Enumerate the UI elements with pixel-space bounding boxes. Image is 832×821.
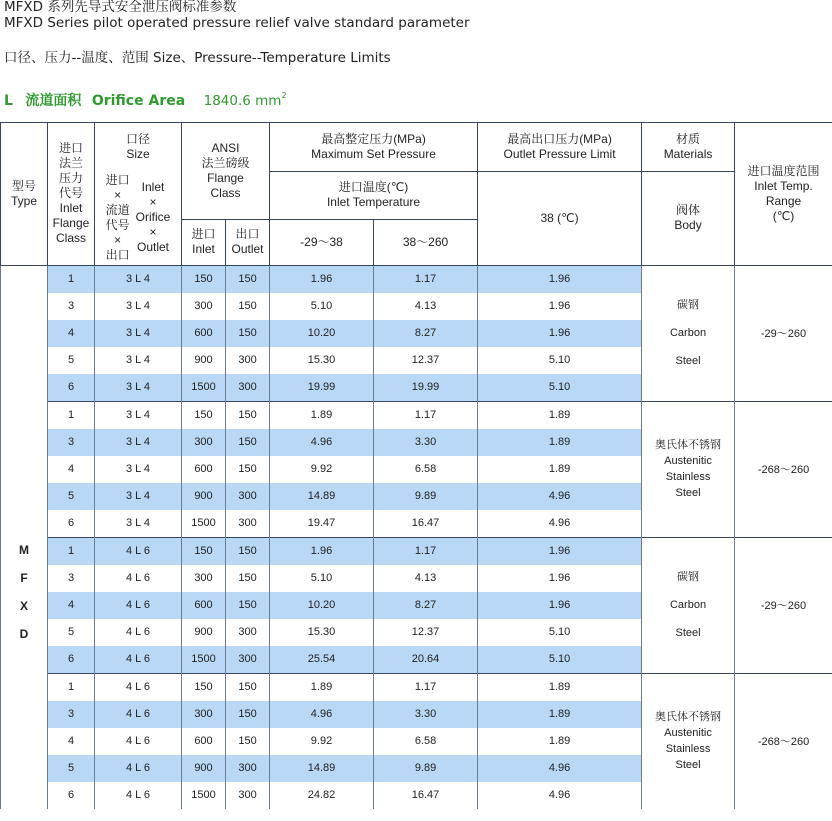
cell-p2: 8.27: [374, 320, 478, 347]
cell-p2: 1.17: [374, 673, 478, 701]
cell-p2: 19.99: [374, 374, 478, 402]
col-size-detail: 进口 × 流道 代号 × 出口 Inlet × Orifice × Outlet: [95, 171, 182, 265]
cell-size: 4 L 6: [95, 592, 182, 619]
doc-title-en: MFXD Series pilot operated pressure relief valve standard parameter: [4, 15, 470, 31]
orifice-area-line: [4, 90, 287, 110]
cell-cls: 6: [48, 374, 95, 402]
cell-op: 1.89: [478, 701, 642, 728]
cell-p1: 15.30: [270, 347, 374, 374]
model-letter: D: [19, 627, 29, 641]
cell-size: 4 L 6: [95, 646, 182, 674]
material-carbon-steel: 碳钢 Carbon Steel: [642, 265, 735, 401]
cell-in: 150: [182, 673, 226, 701]
cell-cls: 5: [48, 755, 95, 782]
cell-p1: 24.82: [270, 782, 374, 809]
cell-p2: 3.30: [374, 429, 478, 456]
cell-size: 3 L 4: [95, 510, 182, 538]
cell-cls: 1: [48, 265, 95, 293]
cell-cls: 1: [48, 537, 95, 565]
cell-out: 150: [226, 592, 270, 619]
cell-op: 1.96: [478, 265, 642, 293]
cell-p2: 16.47: [374, 510, 478, 538]
cell-out: 150: [226, 320, 270, 347]
cell-size: 3 L 4: [95, 320, 182, 347]
cell-p1: 9.92: [270, 728, 374, 755]
cell-out: 150: [226, 401, 270, 429]
orifice-label-en: Orifice Area: [91, 93, 186, 109]
cell-size: 3 L 4: [95, 483, 182, 510]
cell-p1: 1.96: [270, 537, 374, 565]
material-austenitic-stainless: 奥氏体不锈钢 Austenitic Stainless Steel: [642, 401, 735, 537]
inlet-temp-range-value: -29～260: [735, 537, 832, 673]
cell-out: 150: [226, 565, 270, 592]
cell-out: 300: [226, 510, 270, 538]
col-inlet-flange-class: 进口 法兰 压力 代号 Inlet Flange Class: [48, 123, 95, 266]
cell-in: 1500: [182, 510, 226, 538]
table-row: [1, 265, 832, 293]
cell-size: 3 L 4: [95, 347, 182, 374]
cell-op: 4.96: [478, 483, 642, 510]
cell-cls: 1: [48, 673, 95, 701]
cell-cls: 6: [48, 510, 95, 538]
cell-out: 300: [226, 782, 270, 809]
cell-p1: 1.96: [270, 265, 374, 293]
cell-out: 300: [226, 619, 270, 646]
cell-out: 300: [226, 347, 270, 374]
cell-op: 5.10: [478, 374, 642, 402]
cell-in: 600: [182, 456, 226, 483]
orifice-area-value: 1840.6 $mm^2$: [203, 91, 287, 109]
cell-out: 150: [226, 673, 270, 701]
cell-p1: 9.92: [270, 456, 374, 483]
col-materials: 材质 Materials: [642, 123, 735, 172]
cell-p2: 1.17: [374, 265, 478, 293]
orifice-area-unit-exponent: 2: [281, 91, 287, 100]
cell-size: 3 L 4: [95, 429, 182, 456]
inlet-temp-range-value: -268～260: [735, 673, 832, 809]
cell-in: 600: [182, 728, 226, 755]
cell-cls: 3: [48, 565, 95, 592]
cell-size: 4 L 6: [95, 728, 182, 755]
cell-p1: 4.96: [270, 429, 374, 456]
cell-in: 150: [182, 265, 226, 293]
cell-cls: 1: [48, 401, 95, 429]
cell-op: 5.10: [478, 646, 642, 674]
cell-size: 4 L 6: [95, 782, 182, 809]
model-letter: X: [19, 599, 28, 613]
cell-p1: 5.10: [270, 565, 374, 592]
cell-cls: 5: [48, 483, 95, 510]
cell-size: 4 L 6: [95, 537, 182, 565]
cell-p2: 8.27: [374, 592, 478, 619]
cell-p2: 4.13: [374, 293, 478, 320]
cell-in: 300: [182, 565, 226, 592]
cell-size: 3 L 4: [95, 293, 182, 320]
cell-op: 1.89: [478, 401, 642, 429]
cell-in: 600: [182, 320, 226, 347]
cell-op: 1.89: [478, 728, 642, 755]
cell-size: 4 L 6: [95, 619, 182, 646]
cell-in: 600: [182, 592, 226, 619]
cell-p1: 14.89: [270, 755, 374, 782]
cell-size: 4 L 6: [95, 755, 182, 782]
cell-op: 4.96: [478, 510, 642, 538]
cell-cls: 5: [48, 347, 95, 374]
cell-in: 300: [182, 293, 226, 320]
cell-size: 3 L 4: [95, 265, 182, 293]
cell-cls: 4: [48, 592, 95, 619]
cell-op: 5.10: [478, 619, 642, 646]
col-max-set-pressure: 最高整定压力(MPa) Maximum Set Pressure: [270, 123, 478, 172]
col-inlet: 进口 Inlet: [182, 219, 226, 265]
cell-p2: 1.17: [374, 537, 478, 565]
cell-op: 5.10: [478, 347, 642, 374]
cell-cls: 4: [48, 456, 95, 483]
cell-p1: 10.20: [270, 320, 374, 347]
cell-out: 150: [226, 293, 270, 320]
cell-p1: 1.89: [270, 673, 374, 701]
cell-in: 150: [182, 537, 226, 565]
table-row: [1, 537, 832, 565]
cell-in: 900: [182, 619, 226, 646]
cell-out: 300: [226, 755, 270, 782]
section-title: 口径、压力--温度、范围 Size、Pressure--Temperature Limits: [4, 50, 391, 66]
cell-op: 1.96: [478, 293, 642, 320]
cell-out: 150: [226, 429, 270, 456]
model-letter: M: [19, 543, 29, 557]
parameter-table: [0, 122, 832, 809]
cell-size: 4 L 6: [95, 701, 182, 728]
type-model-cell: [1, 265, 48, 809]
cell-cls: 5: [48, 619, 95, 646]
cell-p1: 19.99: [270, 374, 374, 402]
cell-p1: 4.96: [270, 701, 374, 728]
col-type: 型号 Type: [1, 123, 48, 266]
orifice-label-cn: 流道面积: [25, 93, 82, 109]
cell-p1: 14.89: [270, 483, 374, 510]
cell-in: 150: [182, 401, 226, 429]
cell-size: 3 L 4: [95, 456, 182, 483]
cell-cls: 3: [48, 429, 95, 456]
cell-out: 150: [226, 265, 270, 293]
cell-out: 150: [226, 728, 270, 755]
cell-size: 3 L 4: [95, 374, 182, 402]
cell-p2: 16.47: [374, 782, 478, 809]
cell-op: 4.96: [478, 782, 642, 809]
col-outlet-pressure-limit: 最高出口压力(MPa) Outlet Pressure Limit: [478, 123, 642, 172]
cell-p1: 19.47: [270, 510, 374, 538]
cell-in: 1500: [182, 782, 226, 809]
table-row: [1, 673, 832, 701]
cell-p2: 6.58: [374, 456, 478, 483]
cell-size: 4 L 6: [95, 673, 182, 701]
cell-p2: 12.37: [374, 619, 478, 646]
cell-p2: 1.17: [374, 401, 478, 429]
material-carbon-steel: 碳钢 Carbon Steel: [642, 537, 735, 673]
cell-in: 1500: [182, 374, 226, 402]
cell-in: 900: [182, 483, 226, 510]
col-inlet-temp-range: 进口温度范围 Inlet Temp. Range (℃): [735, 123, 832, 266]
cell-cls: 3: [48, 701, 95, 728]
col-ansi-class: ANSI 法兰磅级 Flange Class: [182, 123, 270, 220]
cell-p1: 1.89: [270, 401, 374, 429]
cell-op: 1.89: [478, 429, 642, 456]
col-size-title: 口径 Size: [95, 123, 182, 172]
cell-p1: 5.10: [270, 293, 374, 320]
cell-in: 300: [182, 701, 226, 728]
cell-op: 4.96: [478, 755, 642, 782]
cell-cls: 6: [48, 782, 95, 809]
cell-cls: 4: [48, 728, 95, 755]
cell-p2: 20.64: [374, 646, 478, 674]
cell-p2: 4.13: [374, 565, 478, 592]
cell-p2: 6.58: [374, 728, 478, 755]
table-row: [1, 401, 832, 429]
cell-p2: 9.89: [374, 483, 478, 510]
cell-cls: 6: [48, 646, 95, 674]
cell-out: 150: [226, 701, 270, 728]
col-inlet-temperature: 进口温度(℃) Inlet Temperature: [270, 171, 478, 219]
cell-in: 1500: [182, 646, 226, 674]
cell-op: 1.96: [478, 537, 642, 565]
doc-title-cn: MFXD 系列先导式安全泄压阀标准参数: [4, 0, 237, 15]
cell-op: 1.96: [478, 565, 642, 592]
cell-size: 4 L 6: [95, 565, 182, 592]
cell-out: 300: [226, 646, 270, 674]
cell-out: 300: [226, 483, 270, 510]
col-outlet-temp: 38 (℃): [478, 171, 642, 265]
cell-op: 1.89: [478, 673, 642, 701]
cell-p2: 12.37: [374, 347, 478, 374]
cell-p2: 3.30: [374, 701, 478, 728]
cell-out: 150: [226, 456, 270, 483]
cell-p1: 15.30: [270, 619, 374, 646]
cell-cls: 4: [48, 320, 95, 347]
cell-cls: 3: [48, 293, 95, 320]
inlet-temp-range-value: -29～260: [735, 265, 832, 401]
inlet-temp-range-value: -268～260: [735, 401, 832, 537]
col-temp-high: 38～260: [374, 219, 478, 265]
material-austenitic-stainless: 奥氏体不锈钢 Austenitic Stainless Steel: [642, 673, 735, 809]
cell-p2: 9.89: [374, 755, 478, 782]
cell-in: 900: [182, 347, 226, 374]
cell-out: 150: [226, 537, 270, 565]
cell-p1: 10.20: [270, 592, 374, 619]
cell-op: 1.89: [478, 456, 642, 483]
cell-op: 1.96: [478, 320, 642, 347]
col-outlet: 出口 Outlet: [226, 219, 270, 265]
cell-p1: 25.54: [270, 646, 374, 674]
col-temp-low: -29～38: [270, 219, 374, 265]
cell-out: 300: [226, 374, 270, 402]
cell-in: 900: [182, 755, 226, 782]
cell-op: 1.96: [478, 592, 642, 619]
cell-size: 3 L 4: [95, 401, 182, 429]
col-body: 阀体 Body: [642, 171, 735, 265]
orifice-letter: L: [4, 93, 13, 109]
model-letter: F: [20, 571, 28, 585]
cell-in: 300: [182, 429, 226, 456]
